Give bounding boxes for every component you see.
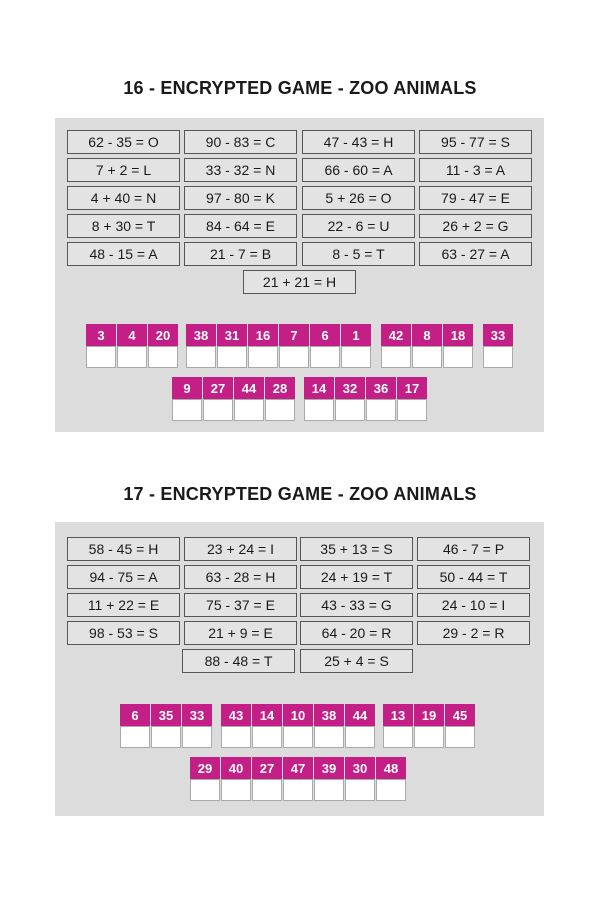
code-number: 38 [186, 324, 217, 346]
letter-cell [234, 377, 265, 421]
code-word [86, 324, 179, 368]
equation: 7 + 2 = L [67, 158, 180, 182]
letter-cell [383, 704, 414, 748]
answer-box[interactable] [172, 399, 202, 421]
answer-box[interactable] [234, 399, 264, 421]
letter-cell [148, 324, 179, 368]
answer-box[interactable] [203, 399, 233, 421]
equation: 79 - 47 = E [419, 186, 532, 210]
equation: 95 - 77 = S [419, 130, 532, 154]
answer-box[interactable] [335, 399, 365, 421]
code-number: 8 [412, 324, 443, 346]
letter-cell [335, 377, 366, 421]
code-number: 13 [383, 704, 414, 726]
puzzle-17-panel [55, 522, 544, 816]
equation: 48 - 15 = A [67, 242, 180, 266]
equation: 88 - 48 = T [182, 649, 295, 673]
code-number: 3 [86, 324, 117, 346]
equation: 21 + 9 = E [184, 621, 297, 645]
answer-box[interactable] [221, 779, 251, 801]
answer-box[interactable] [414, 726, 444, 748]
code-number: 17 [397, 377, 428, 399]
code-number: 18 [443, 324, 474, 346]
equation: 23 + 24 = I [184, 537, 297, 561]
equation: 21 + 21 = H [243, 270, 356, 294]
letter-cell [252, 704, 283, 748]
equation: 8 - 5 = T [302, 242, 415, 266]
letter-cell [310, 324, 341, 368]
puzzle-16-panel [55, 118, 544, 432]
letter-cell [186, 324, 217, 368]
equation: 64 - 20 = R [300, 621, 413, 645]
equation: 50 - 44 = T [417, 565, 530, 589]
letter-cell [203, 377, 234, 421]
code-number: 33 [483, 324, 514, 346]
letter-cell [265, 377, 296, 421]
answer-box[interactable] [252, 726, 282, 748]
letter-cell [279, 324, 310, 368]
answer-box[interactable] [314, 726, 344, 748]
equation: 90 - 83 = C [184, 130, 297, 154]
letter-cell [397, 377, 428, 421]
code-number: 36 [366, 377, 397, 399]
letter-cell [483, 324, 514, 368]
letter-cell [443, 324, 474, 368]
code-number: 27 [252, 757, 283, 779]
code-number: 32 [335, 377, 366, 399]
code-number: 30 [345, 757, 376, 779]
code-number: 47 [283, 757, 314, 779]
letter-cell [412, 324, 443, 368]
answer-box[interactable] [304, 399, 334, 421]
answer-box[interactable] [445, 726, 475, 748]
equation: 84 - 64 = E [184, 214, 297, 238]
code-number: 14 [252, 704, 283, 726]
code-word [304, 377, 428, 421]
equation: 24 - 10 = I [417, 593, 530, 617]
answer-box[interactable] [310, 346, 340, 368]
letter-cell [381, 324, 412, 368]
letter-cell [172, 377, 203, 421]
letter-cell [314, 704, 345, 748]
letter-cell [252, 757, 283, 801]
puzzle-17-title: 17 - ENCRYPTED GAME - ZOO ANIMALS [123, 484, 477, 504]
equation: 29 - 2 = R [417, 621, 530, 645]
answer-box[interactable] [443, 346, 473, 368]
code-number: 31 [217, 324, 248, 346]
answer-box[interactable] [186, 346, 216, 368]
equation: 62 - 35 = O [67, 130, 180, 154]
code-word [120, 704, 213, 748]
letter-cell [366, 377, 397, 421]
equation: 43 - 33 = G [300, 593, 413, 617]
equation: 21 - 7 = B [184, 242, 297, 266]
answer-box[interactable] [120, 726, 150, 748]
code-number: 9 [172, 377, 203, 399]
code-number: 6 [120, 704, 151, 726]
answer-box[interactable] [86, 346, 116, 368]
answer-box[interactable] [314, 779, 344, 801]
letter-cell [190, 757, 221, 801]
letter-cell [117, 324, 148, 368]
equation: 94 - 75 = A [67, 565, 180, 589]
code-word [221, 704, 376, 748]
equation: 8 + 30 = T [67, 214, 180, 238]
letter-cell [341, 324, 372, 368]
letter-cell [221, 757, 252, 801]
code-number: 10 [283, 704, 314, 726]
answer-box[interactable] [283, 779, 313, 801]
equation: 11 - 3 = A [419, 158, 532, 182]
equation: 22 - 6 = U [302, 214, 415, 238]
letter-cell [345, 704, 376, 748]
equation: 33 - 32 = N [184, 158, 297, 182]
equation: 25 + 4 = S [300, 649, 413, 673]
code-word [172, 377, 296, 421]
answer-box[interactable] [397, 399, 427, 421]
answer-box[interactable] [252, 779, 282, 801]
puzzle-16-title: 16 - ENCRYPTED GAME - ZOO ANIMALS [123, 78, 477, 98]
letter-cell [151, 704, 182, 748]
letter-cell [221, 704, 252, 748]
code-number: 44 [234, 377, 265, 399]
equation: 24 + 19 = T [300, 565, 413, 589]
answer-box[interactable] [248, 346, 278, 368]
answer-box[interactable] [117, 346, 147, 368]
answer-box[interactable] [182, 726, 212, 748]
equation: 26 + 2 = G [419, 214, 532, 238]
code-number: 6 [310, 324, 341, 346]
letter-cell [120, 704, 151, 748]
letter-cell [304, 377, 335, 421]
answer-box[interactable] [383, 726, 413, 748]
answer-box[interactable] [381, 346, 411, 368]
code-number: 14 [304, 377, 335, 399]
answer-box[interactable] [341, 346, 371, 368]
answer-box[interactable] [279, 346, 309, 368]
answer-box[interactable] [376, 779, 406, 801]
code-word [190, 757, 407, 801]
answer-box[interactable] [151, 726, 181, 748]
code-number: 40 [221, 757, 252, 779]
answer-box[interactable] [483, 346, 513, 368]
code-number: 44 [345, 704, 376, 726]
code-word [383, 704, 476, 748]
letter-cell [182, 704, 213, 748]
answer-box[interactable] [217, 346, 247, 368]
code-number: 45 [445, 704, 476, 726]
answer-box[interactable] [366, 399, 396, 421]
equation: 47 - 43 = H [302, 130, 415, 154]
code-word [186, 324, 372, 368]
answer-box[interactable] [148, 346, 178, 368]
equation: 63 - 27 = A [419, 242, 532, 266]
code-number: 27 [203, 377, 234, 399]
letter-cell [283, 757, 314, 801]
letter-cell [414, 704, 445, 748]
equation: 63 - 28 = H [184, 565, 297, 589]
code-number: 7 [279, 324, 310, 346]
code-number: 29 [190, 757, 221, 779]
letter-cell [283, 704, 314, 748]
code-number: 28 [265, 377, 296, 399]
code-number: 42 [381, 324, 412, 346]
equation: 35 + 13 = S [300, 537, 413, 561]
code-number: 16 [248, 324, 279, 346]
code-number: 38 [314, 704, 345, 726]
letter-cell [248, 324, 279, 368]
code-number: 43 [221, 704, 252, 726]
code-number: 48 [376, 757, 407, 779]
letter-cell [86, 324, 117, 368]
code-number: 4 [117, 324, 148, 346]
answer-box[interactable] [345, 726, 375, 748]
equation: 66 - 60 = A [302, 158, 415, 182]
equation: 97 - 80 = K [184, 186, 297, 210]
code-number: 1 [341, 324, 372, 346]
letter-cell [314, 757, 345, 801]
answer-box[interactable] [190, 779, 220, 801]
equation: 98 - 53 = S [67, 621, 180, 645]
code-number: 19 [414, 704, 445, 726]
letter-cell [376, 757, 407, 801]
answer-box[interactable] [345, 779, 375, 801]
letter-cell [445, 704, 476, 748]
letter-cell [345, 757, 376, 801]
answer-box[interactable] [221, 726, 251, 748]
equation: 46 - 7 = P [417, 537, 530, 561]
code-word [483, 324, 514, 368]
equation: 5 + 26 = O [302, 186, 415, 210]
equation: 4 + 40 = N [67, 186, 180, 210]
equation: 58 - 45 = H [67, 537, 180, 561]
code-word [381, 324, 474, 368]
letter-cell [217, 324, 248, 368]
answer-box[interactable] [283, 726, 313, 748]
code-number: 33 [182, 704, 213, 726]
answer-box[interactable] [265, 399, 295, 421]
equation: 75 - 37 = E [184, 593, 297, 617]
equation: 11 + 22 = E [67, 593, 180, 617]
code-number: 20 [148, 324, 179, 346]
code-number: 35 [151, 704, 182, 726]
code-number: 39 [314, 757, 345, 779]
answer-box[interactable] [412, 346, 442, 368]
